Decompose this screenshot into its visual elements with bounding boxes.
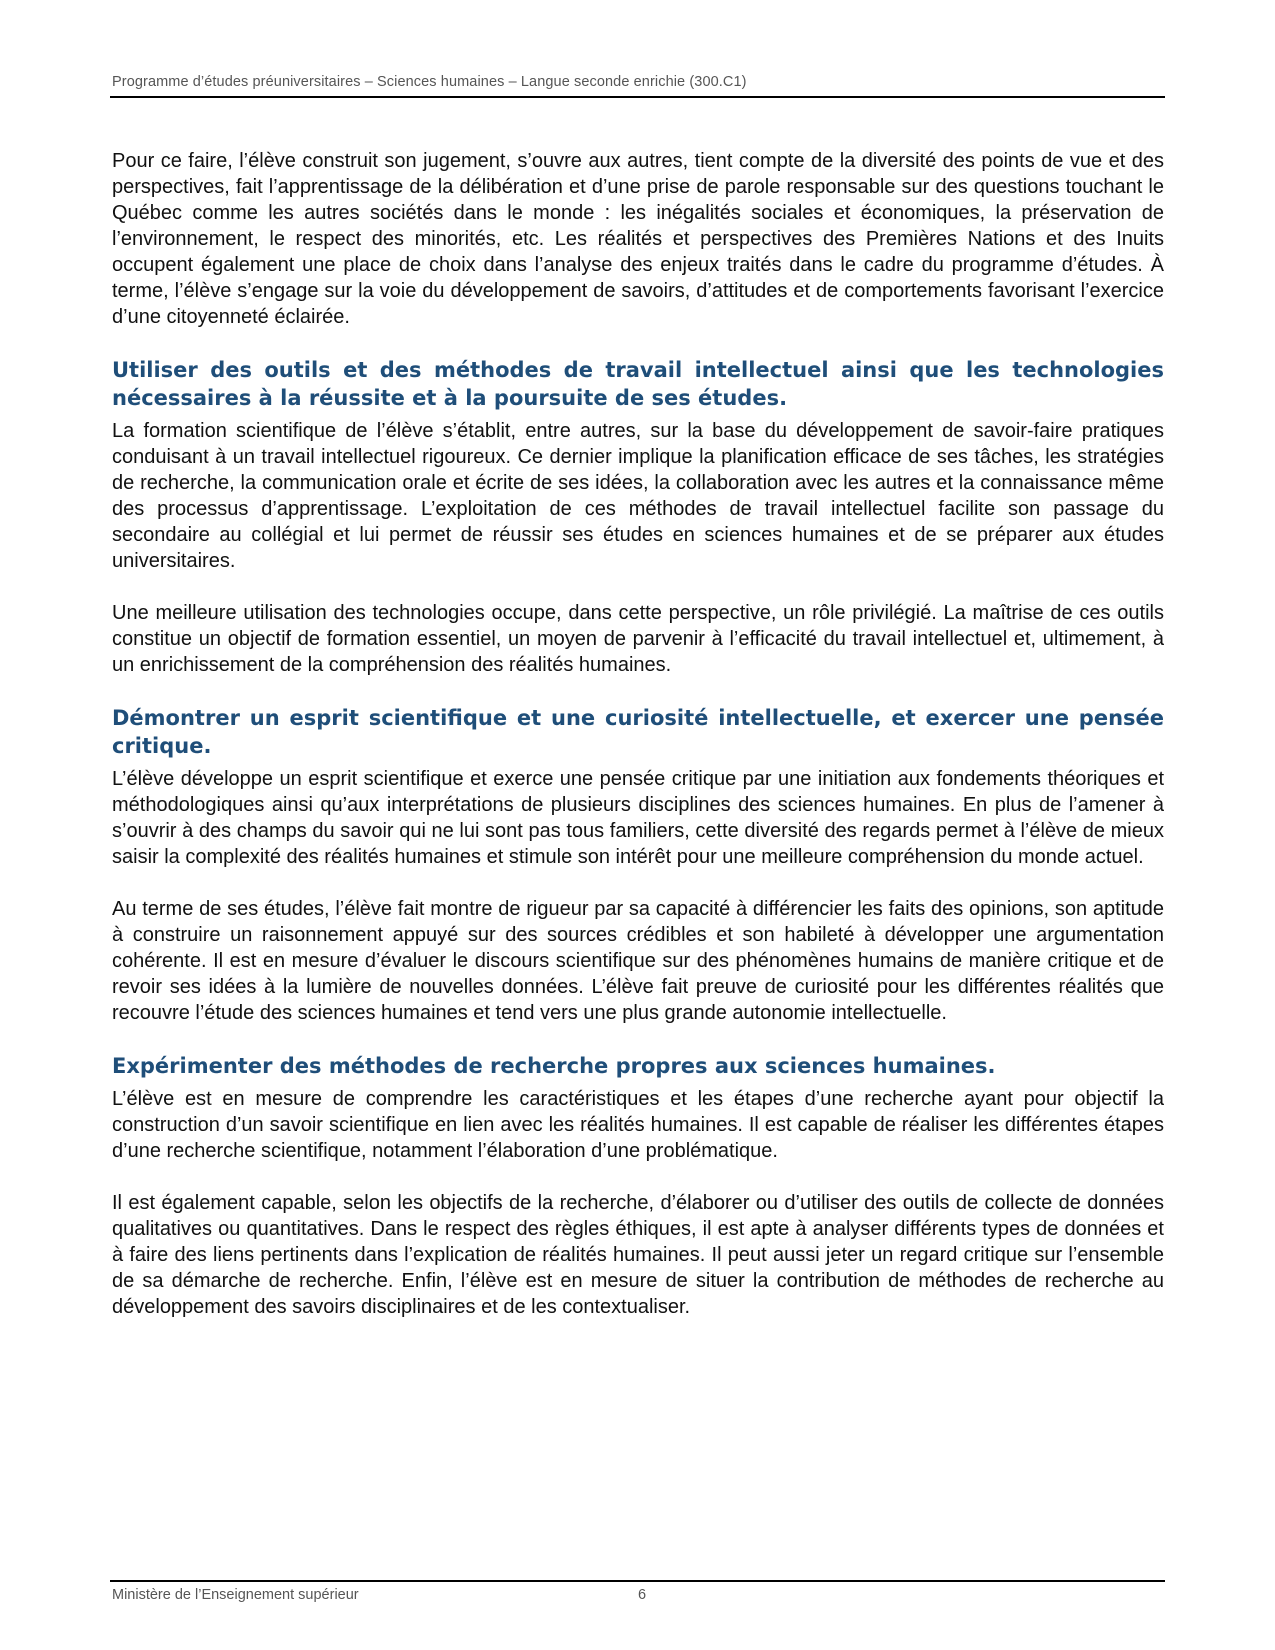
esprit-paragraph-2: Au terme de ses études, l’élève fait montre de rigueur par sa capacité à différencier les faits des opinions, son aptitude à construire un raisonnement appuyé sur des sources crédibles et son habileté à développer une argumentation cohérente. Il est en mesure d’évaluer le discours scientifique sur des phénomènes humains de manière critique et de revoir ses idées à la lumière de nouvelles données. L’élève fait preuve de curiosité pour les différentes réalités que recouvre l’étude des sciences humaines et tend vers une plus grande autonomie intellectuelle.	[112, 898, 1164, 1024]
section-heading-esprit: Démontrer un esprit scientifique et une curiosité intellectuelle, et exercer une pensée critique.	[112, 706, 1164, 758]
outils-paragraph-2: Une meilleure utilisation des technologies occupe, dans cette perspective, un rôle privilégié. La maîtrise de ces outils constitue un objectif de formation essentiel, un moyen de parvenir à l’efficacité du travail intellectuel et, ultimement, à un enrichissement de la compréhension des réalités humaines.	[112, 602, 1164, 676]
page-body	[112, 148, 1164, 1320]
recherche-paragraph-1: L’élève est en mesure de comprendre les caractéristiques et les étapes d’une recherche ayant pour objectif la construction d’un savoir scientifique en lien avec les réalités humaines. Il est capable de réaliser les différentes étapes d’une recherche scientifique, notamment l’élaboration d’une problématique.	[112, 1088, 1164, 1162]
page-number: 6	[638, 1587, 647, 1603]
section-heading-recherche: Expérimenter des méthodes de recherche propres aux sciences humaines.	[112, 1054, 996, 1078]
footer-publisher: Ministère de l’Enseignement supérieur	[112, 1587, 359, 1603]
esprit-paragraph-1: L’élève développe un esprit scientifique et exerce une pensée critique par une initiation aux fondements théoriques et méthodologiques ainsi qu’aux interprétations de plusieurs disciplines des sciences humaines. En plus de l’amener à s’ouvrir à des champs du savoir qui ne lui sont pas tous familiers, cette diversité des regards permet à l’élève de mieux saisir la complexité des réalités humaines et stimule son intérêt pour une meilleure compréhension du monde actuel.	[112, 768, 1164, 868]
footer-divider	[110, 1580, 1165, 1582]
header-divider	[110, 96, 1165, 98]
recherche-paragraph-2: Il est également capable, selon les objectifs de la recherche, d’élaborer ou d’utiliser des outils de collecte de données qualitatives ou quantitatives. Dans le respect des règles éthiques, il est apte à analyser différents types de données et à faire des liens pertinents dans l’explication de réalités humaines. Il peut aussi jeter un regard critique sur l’ensemble de sa démarche de recherche. Enfin, l’élève est en mesure de situer la contribution de méthodes de recherche au développement des savoirs disciplinaires et de les contextualiser.	[112, 1192, 1164, 1318]
section-heading-outils: Utiliser des outils et des méthodes de travail intellectuel ainsi que les technologies nécessaires à la réussite et à la poursuite de ses études.	[112, 358, 1164, 410]
intro-paragraph: Pour ce faire, l’élève construit son jugement, s’ouvre aux autres, tient compte de la diversité des points de vue et des perspectives, fait l’apprentissage de la délibération et d’une prise de parole responsable sur des questions touchant le Québec comme les autres sociétés dans le monde : les inégalités sociales et économiques, la préservation de l’environnement, le respect des minorités, etc. Les réalités et perspectives des Premières Nations et des Inuits occupent également une place de choix dans l’analyse des enjeux traités dans le cadre du programme d’études. À terme, l’élève s’engage sur la voie du développement de savoirs, d’attitudes et de comportements favorisant l’exercice d’une citoyenneté éclairée.	[112, 150, 1164, 328]
outils-paragraph-1: La formation scientifique de l’élève s’établit, entre autres, sur la base du développement de savoir-faire pratiques conduisant à un travail intellectuel rigoureux. Ce dernier implique la planification efficace de ses tâches, les stratégies de recherche, la communication orale et écrite de ses idées, la collaboration avec les autres et la connaissance même des processus d’apprentissage. L’exploitation de ces méthodes de travail intellectuel facilite son passage du secondaire au collégial et lui permet de réussir ses études en sciences humaines et de se préparer aux études universitaires.	[112, 420, 1164, 572]
running-header: Programme d’études préuniversitaires – Sciences humaines – Langue seconde enrichie (300.C1)	[112, 74, 747, 90]
